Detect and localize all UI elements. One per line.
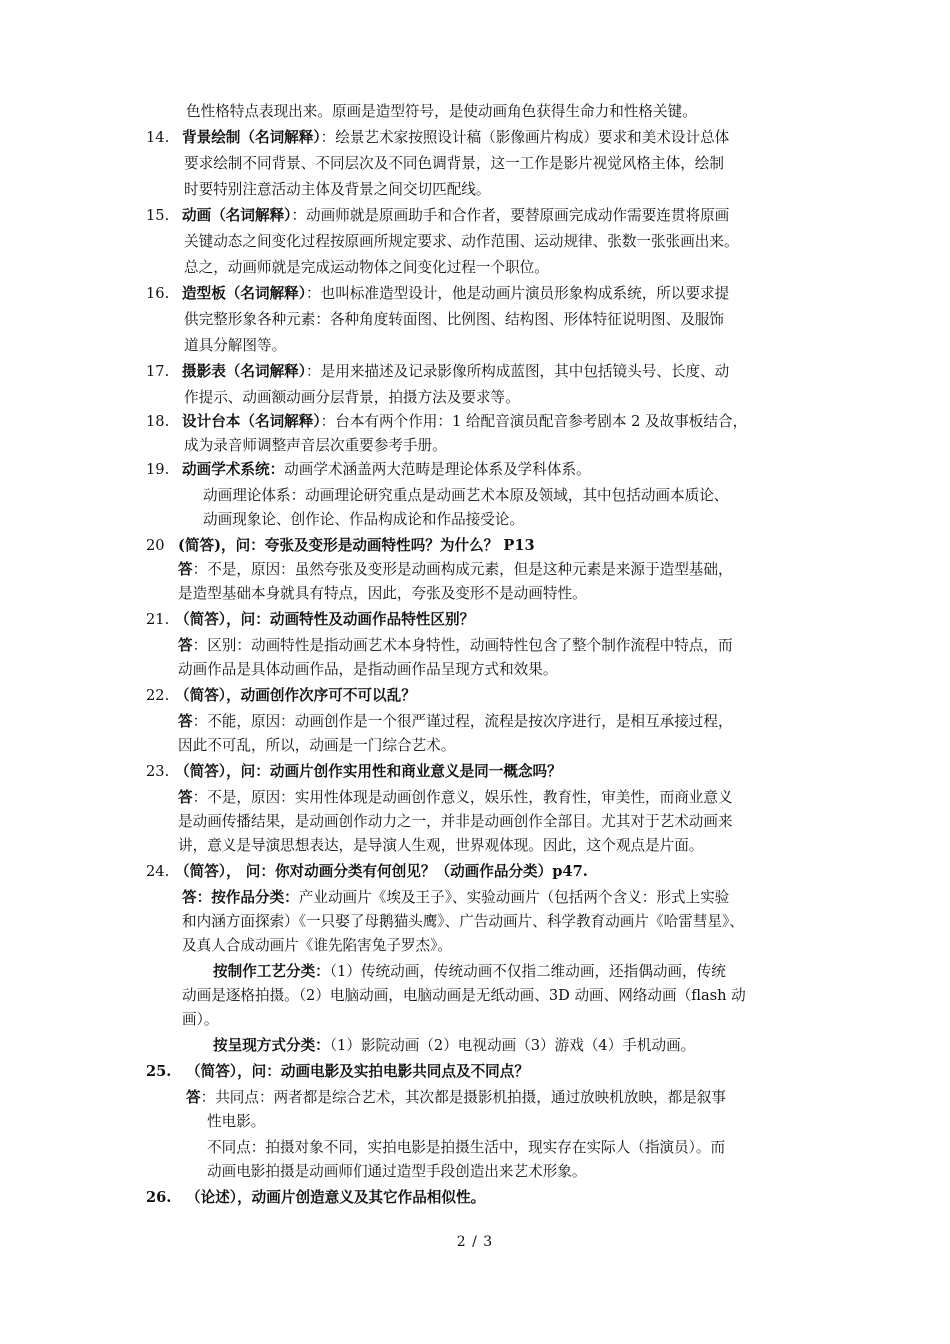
body-line: 关键动态之间变化过程按原画所规定要求、动作范围、运动规律、张数一张张画出来。 (184, 233, 739, 250)
body-line: 不同点：拍摄对象不同，实拍电影是拍摄生活中，现实存在实际人（指演员）。而 (207, 1139, 726, 1156)
question: （简答）， 问：你对动画分类有何创见？（动画作品分类）p47. (175, 863, 588, 880)
answer-label: 答：按作品分类： (182, 889, 299, 906)
item-number: 20 (146, 537, 165, 554)
answer-label: 答 (178, 561, 193, 578)
answer-label: 答 (186, 1089, 201, 1106)
body-line: 要求绘制不同背景、不同层次及不同色调背景，这一工作是影片视觉风格主体，绘制 (184, 155, 724, 172)
item-number: 14. (146, 129, 170, 146)
item-number: 23. (146, 763, 170, 780)
question: (简答)，问：夸张及变形是动画特性吗？为什么？ P13 (178, 537, 535, 554)
item-number: 17. (146, 363, 170, 380)
body-line: 性电影。 (207, 1113, 266, 1130)
answer-line: 答：不能，原因：动画创作是一个很严谨过程，流程是按次序进行，是相互承接过程， (178, 713, 733, 730)
answer-line: 答：不是，原因：虽然夸张及变形是动画构成元素，但是这种元素是来源于造型基础， (178, 561, 733, 578)
item-line: 动画（名词解释）：动画师就是原画助手和合作者，要替原画完成动作需要连贯将原画 (182, 207, 730, 224)
item-line: 造型板（名词解释）：也叫标准造型设计，他是动画片演员形象构成系统，所以要求提 (182, 285, 730, 302)
item-number: 25. (146, 1063, 172, 1080)
body-line: 画）。 (182, 1011, 219, 1028)
answer-line: 答：不是，原因：实用性体现是动画创作意义，娱乐性，教育性，审美性，而商业意义 (178, 789, 733, 806)
body-line: 成为录音师调整声音层次重要参考手册。 (184, 437, 447, 454)
body-line: 是动画传播结果，是动画创作动力之一，并非是动画创作全部目。尤其对于艺术动画来 (178, 813, 733, 830)
page-number: 2 / 3 (456, 1234, 494, 1250)
item-number: 19. (146, 461, 170, 478)
body-line: 总之，动画师就是完成运动物体之间变化过程一个职位。 (184, 259, 549, 276)
question: （简答），问：动画片创作实用性和商业意义是同一概念吗？ (175, 763, 562, 780)
item-line: 动画学术系统：动画学术涵盖两大范畴是理论体系及学科体系。 (182, 461, 591, 478)
body-line: 按呈现方式分类：（1）影院动画（2）电视动画（3）游戏（4）手机动画。 (213, 1037, 696, 1054)
item-number: 26. (146, 1189, 172, 1206)
body-line: 道具分解图等。 (184, 337, 287, 354)
answer-line: 答：区别：动画特性是指动画艺术本身特性，动画特性包含了整个制作流程中特点，而 (178, 637, 733, 654)
item-line: 背景绘制（名词解释）：绘景艺术家按照设计稿（影像画片构成）要求和美术设计总体 (182, 129, 730, 146)
answer-label: 答 (178, 713, 193, 730)
question: （论述），动画片创造意义及其它作品相似性。 (186, 1189, 486, 1206)
answer-label: 答 (178, 637, 193, 654)
body-line: 动画作品是具体动画作品，是指动画作品呈现方式和效果。 (178, 661, 558, 678)
item-number: 24. (146, 863, 170, 880)
body-line: 色性格特点表现出来。原画是造型符号，是使动画角色获得生命力和性格关键。 (186, 103, 697, 120)
term: 背景绘制（名词解释） (182, 129, 321, 146)
body-line: 动画电影拍摄是动画师们通过造型手段创造出来艺术形象。 (207, 1163, 587, 1180)
answer-label: 答 (178, 789, 193, 806)
answer-line: 答：共同点：两者都是综合艺术，其次都是摄影机拍摄，通过放映机放映，都是叙事 (186, 1089, 726, 1106)
item-number: 16. (146, 285, 170, 302)
body-line: 时要特别注意活动主体及背景之间交切匹配线。 (184, 181, 491, 198)
body-line: 讲，意义是导演思想表达，是导演人生观，世界观体现。因此，这个观点是片面。 (178, 837, 704, 854)
body-line: 及真人合成动画片《谁先陷害兔子罗杰》。 (182, 937, 452, 954)
body-line: 和内涵方面探索）《一只娶了母鹅猫头鹰》、广告动画片、科学教育动画片《哈雷彗星》、 (182, 913, 744, 930)
body-line: 动画是逐格拍摄。（2）电脑动画，电脑动画是无纸动画、3D 动画、网络动画（flash 动 (182, 987, 746, 1004)
term: 摄影表（名词解释） (182, 363, 307, 380)
term: 动画学术系统： (182, 461, 285, 478)
item-number: 21. (146, 611, 170, 628)
body-line: 按制作工艺分类：（1）传统动画，传统动画不仅指二维动画，还指偶动画，传统 (213, 963, 726, 980)
body-line: 作提示、动画额动画分层背景，拍摄方法及要求等。 (184, 389, 520, 406)
question: （简答），动画创作次序可不可以乱？ (175, 687, 416, 704)
item-line: 摄影表（名词解释）：是用来描述及记录影像所构成蓝图，其中包括镜头号、长度、动 (182, 363, 730, 380)
body-line: 动画现象论、创作论、作品构成论和作品接受论。 (203, 511, 525, 528)
question: （简答），问：动画特性及动画作品特性区别？ (175, 611, 475, 628)
body-line: 供完整形象各种元素：各种角度转面图、比例图、结构图、形体特征说明图、及服饰 (184, 311, 724, 328)
body-line: 因此不可乱，所以，动画是一门综合艺术。 (178, 737, 456, 754)
body-line: 动画理论体系：动画理论研究重点是动画艺术本原及领域，其中包括动画本质论、 (203, 487, 729, 504)
term: 设计台本（名词解释） (182, 413, 321, 430)
answer-line: 答：按作品分类：产业动画片《埃及王子》、实验动画片（包括两个含义：形式上实验 (182, 889, 730, 906)
item-number: 22. (146, 687, 170, 704)
term: 造型板（名词解释） (182, 285, 307, 302)
body-line: 是造型基础本身就具有特点，因此，夸张及变形不是动画特性。 (178, 585, 587, 602)
question: （简答），问：动画电影及实拍电影共同点及不同点？ (186, 1063, 529, 1080)
item-number: 15. (146, 207, 170, 224)
item-line: 设计台本（名词解释）：台本有两个作用：1 给配音演员配音参考剧本 2 及故事板结合， (182, 413, 748, 430)
item-number: 18. (146, 413, 170, 430)
term: 动画（名词解释） (182, 207, 292, 224)
